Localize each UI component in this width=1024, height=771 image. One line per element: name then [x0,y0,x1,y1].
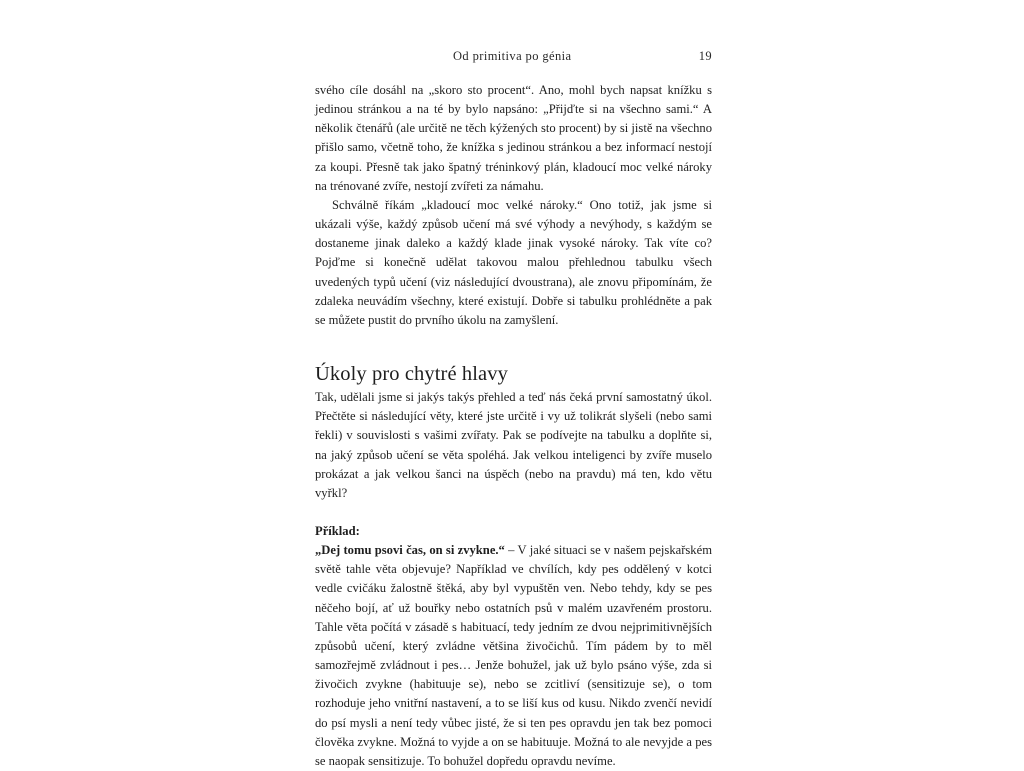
example-quote: „Dej tomu psovi čas, on si zvykne.“ [315,543,505,558]
section-heading: Úkoly pro chytré hlavy [315,363,508,386]
paragraph-continued: svého cíle dosáhl na „skoro sto procent“. Ano, mohl bych napsat knížku s jedinou stránkou a na té by bylo napsáno: „Přijďte si na všechno sami.“ A několik čtenářů (ale určitě ne těch kýžených sto procent) by si jistě na všechno přišlo samo, včetně toho, že knížka s jedinou stránkou a bez informací nestojí za koupi. Přesně tak jako špatný tréninkový plán, kladoucí moc velké nároky na trénované zvíře, nestojí zvířeti za námahu. [315,83,712,193]
running-head: Od primitiva po génia [453,49,572,63]
page-header [315,44,712,64]
book-page [315,44,712,771]
example-text: – V jaké situaci se v našem pejskařském světě tahle věta objevuje? Například ve chvílích, kdy pes oddělený v kotci vedle cvičáku žalostně štěká, aby byl vypuštěn ven. Nebo tehdy, kdy se pes něčeho bojí, ať už bouřky nebo ostatních psů v malém uzavřeném prostoru. Tahle věta počítá v zásadě s habituací, tedy jedním ze dvou nejprimitivnějších způsobů učení, který zvládne většina živočichů. Tím pádem by to měl samozřejmě zvládnout i pes… Jenže bohužel, jak už bylo psáno výše, zda si živočich zvykne (habituuje se), nebo se zcitliví (sensitizuje se), o tom rozhoduje jeho vnitřní nastavení, a to se liší kus od kusu. Nikdo zvenčí nevidí do psí mysli a není tedy vůbec jisté, že si ten pes opravdu jen tak bez pomoci člověka zvykne. Možná to vyjde a on se habituuje. Možná to ale nevyjde a pes se naopak sensitizuje. To bohužel dopředu opravdu nevíme. [315,543,712,768]
example-block [315,522,712,771]
example-label-line [315,522,712,541]
section-intro: Tak, udělali jsme si jakýs takýs přehled a teď nás čeká první samostatný úkol. Přečtěte si následující věty, které jste určitě i vy už tolikrát slyšeli (nebo sami řekli) v souvislosti s vašimi zvířaty. Pak se podívejte na tabulku a doplňte si, na jaký způsob učení se věta spoléhá. Jak velkou inteligenci by zvíře muselo prokázat a jak velkou šanci na úspěch (nebo na pravdu) má ten, kdo větu vyřkl? [315,390,712,500]
example-paragraph [315,541,712,771]
paragraph-two: Schválně říkám „kladoucí moc velké nároky.“ Ono totiž, jak jsme si ukázali výše, každý způsob učení má své výhody a nevýhody, s každým se dostaneme jinak daleko a každý klade jinak vysoké nároky. Tak víte co? Pojďme si konečně udělat takovou malou přehlednou tabulku všech uvedených typů učení (viz následující dvoustrana), ale znovu připomínám, že zdaleka neuvádím všechny, které existují. Dobře si tabulku prohlédněte a pak se můžete pustit do prvního úkolu na zamyšlení. [315,197,712,327]
main-text [315,81,712,771]
example-label: Příklad: [315,523,360,538]
page-number: 19 [698,49,712,63]
